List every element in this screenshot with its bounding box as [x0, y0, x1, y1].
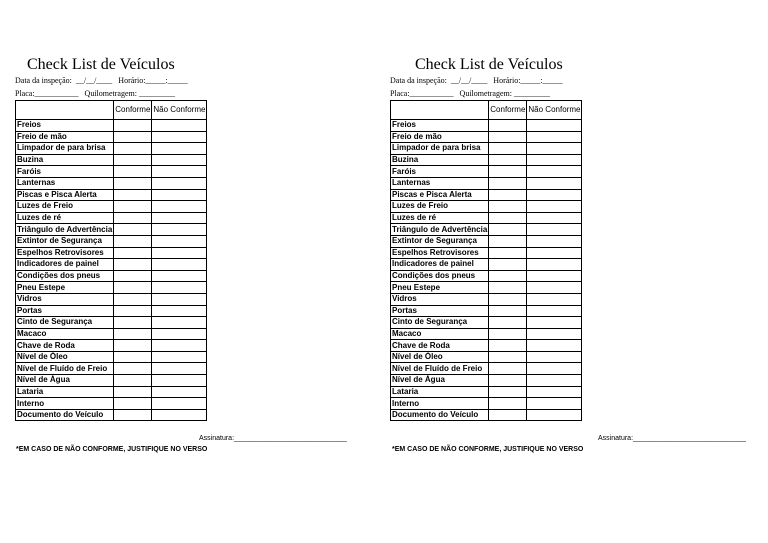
table-row	[16, 143, 207, 155]
nao-conforme-cell[interactable]	[152, 235, 207, 247]
nao-conforme-cell[interactable]	[152, 189, 207, 201]
conforme-cell[interactable]	[489, 328, 527, 340]
conforme-cell[interactable]	[114, 166, 152, 178]
item-label: Indicadores de painel	[16, 259, 114, 271]
table-row	[391, 259, 582, 271]
conforme-cell[interactable]	[114, 270, 152, 282]
table-row	[391, 166, 582, 178]
conforme-cell[interactable]	[489, 212, 527, 224]
table-row	[391, 270, 582, 282]
nao-conforme-cell[interactable]	[527, 120, 582, 132]
table-row	[16, 120, 207, 132]
conforme-cell[interactable]	[114, 386, 152, 398]
inspection-date-time-line: Data da inspeção: __/__/____ Horário:_____:_____	[15, 76, 188, 85]
table-row	[391, 282, 582, 294]
item-label: Piscas e Pisca Alerta	[391, 189, 489, 201]
nao-conforme-cell[interactable]	[527, 259, 582, 271]
item-label: Nível de Fluído de Freio	[391, 363, 489, 375]
item-label: Nível de Água	[16, 375, 114, 387]
table-row	[16, 201, 207, 213]
form-title: Check List de Veículos	[27, 56, 175, 73]
conforme-cell[interactable]	[114, 120, 152, 132]
conforme-cell[interactable]	[114, 259, 152, 271]
nao-conforme-cell[interactable]	[152, 201, 207, 213]
nao-conforme-cell[interactable]	[527, 166, 582, 178]
item-label: Vidros	[391, 293, 489, 305]
conforme-cell[interactable]	[489, 270, 527, 282]
nao-conforme-cell[interactable]	[152, 282, 207, 294]
table-row	[391, 154, 582, 166]
nao-conforme-cell[interactable]	[152, 375, 207, 387]
nao-conforme-cell[interactable]	[152, 363, 207, 375]
item-label: Nível de Água	[391, 375, 489, 387]
table-row	[391, 409, 582, 421]
table-row	[16, 317, 207, 329]
item-label: Limpador de para brisa	[16, 143, 114, 155]
table-row	[16, 398, 207, 410]
table-row	[16, 212, 207, 224]
item-label: Lataria	[391, 386, 489, 398]
form-title: Check List de Veículos	[415, 56, 563, 73]
nao-conforme-cell[interactable]	[527, 375, 582, 387]
item-label: Luzes de Freio	[16, 201, 114, 213]
nao-conforme-cell[interactable]	[152, 293, 207, 305]
table-row	[16, 247, 207, 259]
conforme-cell[interactable]	[114, 189, 152, 201]
item-label: Vidros	[16, 293, 114, 305]
item-label: Buzina	[391, 154, 489, 166]
table-row	[391, 120, 582, 132]
table-row	[16, 363, 207, 375]
nao-conforme-cell[interactable]	[527, 131, 582, 143]
nao-conforme-cell[interactable]	[527, 386, 582, 398]
item-label: Chave de Roda	[391, 340, 489, 352]
nao-conforme-cell[interactable]	[152, 131, 207, 143]
table-row	[391, 247, 582, 259]
nao-conforme-cell[interactable]	[527, 398, 582, 410]
nao-conforme-cell[interactable]	[527, 409, 582, 421]
nao-conforme-cell[interactable]	[152, 166, 207, 178]
conforme-cell[interactable]	[114, 328, 152, 340]
conforme-cell[interactable]	[114, 398, 152, 410]
conforme-cell[interactable]	[114, 212, 152, 224]
header-conforme: Conforme	[489, 101, 527, 120]
conforme-cell[interactable]	[114, 235, 152, 247]
table-row	[391, 212, 582, 224]
nao-conforme-cell[interactable]	[152, 328, 207, 340]
conforme-cell[interactable]	[114, 340, 152, 352]
nao-conforme-cell[interactable]	[527, 305, 582, 317]
table-row	[16, 409, 207, 421]
item-label: Triângulo de Advertência	[392, 224, 488, 234]
plate-mileage-line: Placa:___________ Quilometragem: _________	[15, 89, 175, 98]
table-row	[391, 317, 582, 329]
item-label: Luzes de ré	[16, 212, 114, 224]
item-label: Espelhos Retrovisores	[16, 247, 114, 259]
conforme-cell[interactable]	[114, 247, 152, 259]
nao-conforme-cell[interactable]	[152, 317, 207, 329]
nao-conforme-cell[interactable]	[152, 259, 207, 271]
nao-conforme-cell[interactable]	[527, 189, 582, 201]
table-row	[391, 293, 582, 305]
plate-mileage-line: Placa:___________ Quilometragem: _________	[390, 89, 550, 98]
item-label: Pneu Estepe	[391, 282, 489, 294]
nao-conforme-cell[interactable]	[152, 398, 207, 410]
table-row	[16, 270, 207, 282]
table-row	[16, 235, 207, 247]
conforme-cell[interactable]	[489, 409, 527, 421]
table-row	[391, 131, 582, 143]
nao-conforme-cell[interactable]	[527, 154, 582, 166]
table-row	[391, 340, 582, 352]
item-label: Freios	[16, 120, 114, 132]
nao-conforme-cell[interactable]	[527, 270, 582, 282]
nao-conforme-cell[interactable]	[152, 409, 207, 421]
non-conformity-note: *EM CASO DE NÃO CONFORME, JUSTIFIQUE NO VERSO	[392, 446, 584, 453]
checklist-table	[15, 100, 207, 421]
table-row	[16, 154, 207, 166]
table-row	[391, 189, 582, 201]
conforme-cell[interactable]	[489, 154, 527, 166]
nao-conforme-cell[interactable]	[527, 247, 582, 259]
nao-conforme-cell[interactable]	[527, 363, 582, 375]
item-label: Nível de Fluído de Freio	[16, 363, 114, 375]
conforme-cell[interactable]	[489, 351, 527, 363]
item-label: Lanternas	[391, 177, 489, 189]
item-label: Cinto de Segurança	[16, 317, 114, 329]
table-row	[391, 224, 582, 236]
item-label: Condições dos pneus	[16, 270, 114, 282]
header-nao-conforme: Não Conforme	[152, 101, 207, 120]
item-label: Luzes de ré	[391, 212, 489, 224]
item-label: Triângulo de Advertência	[17, 224, 113, 234]
signature-line: Assinatura:_____________________________	[598, 435, 746, 442]
table-row	[391, 143, 582, 155]
conforme-cell[interactable]	[489, 247, 527, 259]
item-label: Pneu Estepe	[16, 282, 114, 294]
conforme-cell[interactable]	[489, 398, 527, 410]
table-row	[16, 293, 207, 305]
conforme-cell[interactable]	[489, 282, 527, 294]
conforme-cell[interactable]	[489, 363, 527, 375]
conforme-cell[interactable]	[489, 317, 527, 329]
table-row	[16, 131, 207, 143]
nao-conforme-cell[interactable]	[152, 224, 207, 236]
item-label: Faróis	[391, 166, 489, 178]
item-label: Macaco	[391, 328, 489, 340]
inspection-date-time-line: Data da inspeção: __/__/____ Horário:_____:_____	[390, 76, 563, 85]
table-row	[16, 351, 207, 363]
table-row	[391, 328, 582, 340]
conforme-cell[interactable]	[114, 409, 152, 421]
item-label: Freios	[391, 120, 489, 132]
table-row	[391, 177, 582, 189]
item-label: Luzes de Freio	[391, 201, 489, 213]
nao-conforme-cell[interactable]	[152, 177, 207, 189]
conforme-cell[interactable]	[114, 282, 152, 294]
conforme-cell[interactable]	[489, 120, 527, 132]
checklist-table	[390, 100, 582, 421]
nao-conforme-cell[interactable]	[152, 305, 207, 317]
item-label: Extintor de Segurança	[391, 235, 489, 247]
table-row	[16, 224, 207, 236]
item-label: Interno	[16, 398, 114, 410]
nao-conforme-cell[interactable]	[527, 351, 582, 363]
conforme-cell[interactable]	[114, 224, 152, 236]
table-header-row	[16, 101, 207, 120]
item-label: Nível de Óleo	[16, 351, 114, 363]
conforme-cell[interactable]	[114, 375, 152, 387]
conforme-cell[interactable]	[489, 143, 527, 155]
table-row	[16, 259, 207, 271]
conforme-cell[interactable]	[489, 166, 527, 178]
conforme-cell[interactable]	[489, 131, 527, 143]
table-row	[391, 235, 582, 247]
conforme-cell[interactable]	[114, 363, 152, 375]
item-label: Documento do Veículo	[391, 409, 489, 421]
conforme-cell[interactable]	[114, 351, 152, 363]
nao-conforme-cell[interactable]	[527, 212, 582, 224]
table-row	[16, 305, 207, 317]
nao-conforme-cell[interactable]	[152, 351, 207, 363]
conforme-cell[interactable]	[489, 259, 527, 271]
nao-conforme-cell[interactable]	[527, 282, 582, 294]
item-label: Limpador de para brisa	[391, 143, 489, 155]
table-row	[16, 375, 207, 387]
conforme-cell[interactable]	[114, 177, 152, 189]
conforme-cell[interactable]	[489, 177, 527, 189]
header-nao-conforme: Não Conforme	[527, 101, 582, 120]
item-label: Cinto de Segurança	[391, 317, 489, 329]
nao-conforme-cell[interactable]	[152, 340, 207, 352]
item-label: Freio de mão	[391, 131, 489, 143]
nao-conforme-cell[interactable]	[527, 317, 582, 329]
item-label: Portas	[391, 305, 489, 317]
item-label: Extintor de Segurança	[16, 235, 114, 247]
table-row	[16, 340, 207, 352]
conforme-cell[interactable]	[114, 143, 152, 155]
item-label: Buzina	[16, 154, 114, 166]
conforme-cell[interactable]	[489, 224, 527, 236]
item-label: Freio de mão	[16, 131, 114, 143]
nao-conforme-cell[interactable]	[527, 177, 582, 189]
item-label: Piscas e Pisca Alerta	[16, 189, 114, 201]
header-item-cell	[391, 101, 489, 120]
table-row	[16, 189, 207, 201]
table-row	[16, 328, 207, 340]
conforme-cell[interactable]	[489, 375, 527, 387]
table-row	[16, 282, 207, 294]
item-label: Indicadores de painel	[391, 259, 489, 271]
conforme-cell[interactable]	[114, 317, 152, 329]
item-label: Documento do Veículo	[16, 409, 114, 421]
table-row	[16, 177, 207, 189]
conforme-cell[interactable]	[489, 305, 527, 317]
header-item-cell	[16, 101, 114, 120]
table-row	[391, 398, 582, 410]
item-label: Faróis	[16, 166, 114, 178]
non-conformity-note: *EM CASO DE NÃO CONFORME, JUSTIFIQUE NO VERSO	[16, 446, 208, 453]
nao-conforme-cell[interactable]	[152, 154, 207, 166]
conforme-cell[interactable]	[489, 189, 527, 201]
item-label: Chave de Roda	[16, 340, 114, 352]
nao-conforme-cell[interactable]	[527, 235, 582, 247]
signature-line: Assinatura:_____________________________	[199, 435, 347, 442]
table-row	[16, 386, 207, 398]
table-row	[391, 305, 582, 317]
nao-conforme-cell[interactable]	[527, 143, 582, 155]
nao-conforme-cell[interactable]	[152, 270, 207, 282]
item-label: Portas	[16, 305, 114, 317]
table-header-row	[391, 101, 582, 120]
conforme-cell[interactable]	[114, 201, 152, 213]
conforme-cell[interactable]	[114, 131, 152, 143]
conforme-cell[interactable]	[114, 305, 152, 317]
conforme-cell[interactable]	[489, 293, 527, 305]
conforme-cell[interactable]	[114, 293, 152, 305]
nao-conforme-cell[interactable]	[152, 143, 207, 155]
conforme-cell[interactable]	[489, 340, 527, 352]
nao-conforme-cell[interactable]	[527, 224, 582, 236]
nao-conforme-cell[interactable]	[527, 201, 582, 213]
conforme-cell[interactable]	[489, 386, 527, 398]
header-conforme: Conforme	[114, 101, 152, 120]
nao-conforme-cell[interactable]	[527, 328, 582, 340]
conforme-cell[interactable]	[114, 154, 152, 166]
item-label: Espelhos Retrovisores	[391, 247, 489, 259]
conforme-cell[interactable]	[489, 235, 527, 247]
item-label: Lataria	[16, 386, 114, 398]
item-label: Nível de Óleo	[391, 351, 489, 363]
item-label: Macaco	[16, 328, 114, 340]
item-label: Condições dos pneus	[391, 270, 489, 282]
nao-conforme-cell[interactable]	[152, 212, 207, 224]
table-row	[391, 351, 582, 363]
conforme-cell[interactable]	[489, 201, 527, 213]
nao-conforme-cell[interactable]	[152, 247, 207, 259]
nao-conforme-cell[interactable]	[152, 120, 207, 132]
item-label: Lanternas	[16, 177, 114, 189]
table-row	[391, 201, 582, 213]
table-row	[391, 363, 582, 375]
nao-conforme-cell[interactable]	[152, 386, 207, 398]
table-row	[391, 386, 582, 398]
table-row	[391, 375, 582, 387]
item-label: Interno	[391, 398, 489, 410]
table-row	[16, 166, 207, 178]
nao-conforme-cell[interactable]	[527, 340, 582, 352]
nao-conforme-cell[interactable]	[527, 293, 582, 305]
